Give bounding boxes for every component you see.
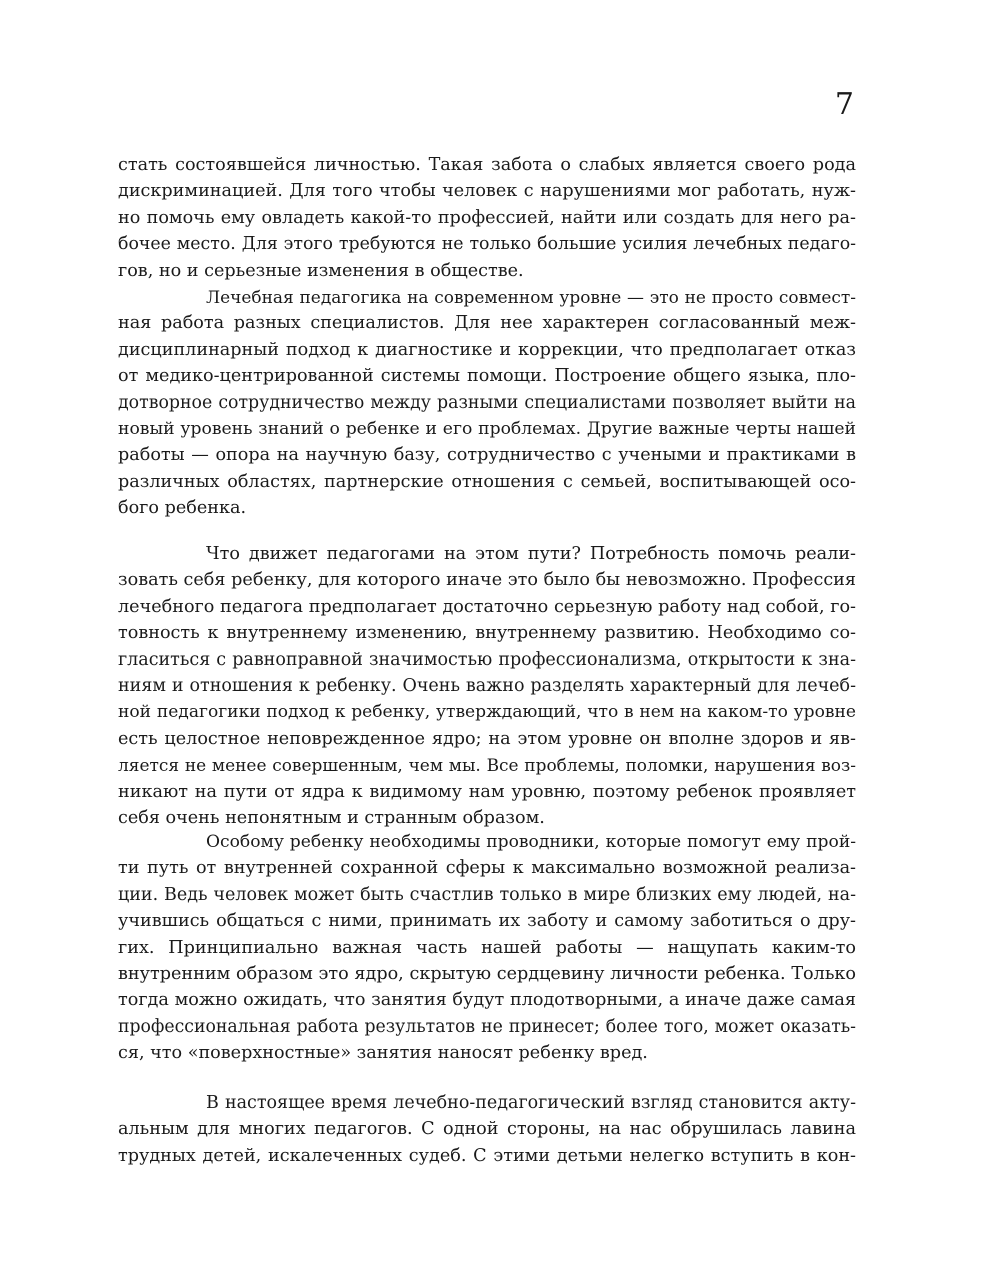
paragraph [118, 284, 856, 522]
text-line: Что движет педагогами на этом пути? Потребность помочь реали- [206, 544, 856, 564]
text-line: профессиональная работа результатов не принесет; более того, может оказать- [118, 1016, 856, 1037]
text-line: различных областях, партнерские отношения с семьей, воспитывающей осо- [118, 471, 856, 492]
text-line: дискриминацией. Для того чтобы человек с нарушениями мог работать, нуж- [118, 181, 856, 202]
paragraph [118, 541, 856, 831]
text-line: себя очень непонятным и странным образом. [118, 807, 545, 828]
text-line: ции. Ведь человек может быть счастлив только в мире близких ему людей, на- [118, 884, 856, 905]
text-line: зовать себя ребенку, для которого иначе это было бы невозможно. Профессия [118, 570, 856, 591]
text-line: бого ребенка. [118, 498, 247, 519]
text-line: гласиться с равноправной значимостью профессионализма, открытости к зна- [118, 649, 856, 670]
text-line: никают на пути от ядра к видимому нам уровню, поэтому ребенок проявляет [118, 781, 856, 802]
text-line: учившись общаться с ними, принимать их заботу и самому заботиться о дру- [118, 911, 856, 932]
text-line: Лечебная педагогика на современном уровне — это не просто совмест- [206, 287, 856, 307]
text-line: от медико-центрированной системы помощи. Построение общего языка, пло- [118, 366, 856, 387]
text-line: Особому ребенку необходимы проводники, которые помогут ему прой- [206, 832, 856, 852]
text-line: ная работа разных специалистов. Для нее характерен согласованный меж- [118, 313, 856, 334]
text-line: стать состоявшейся личностью. Такая забота о слабых является своего рода [118, 155, 856, 175]
text-line: ниям и отношения к ребенку. Очень важно разделять характерный для лечеб- [118, 675, 856, 696]
text-line: тогда можно ожидать, что занятия будут плодотворными, а иначе даже самая [118, 990, 856, 1011]
paragraph-continuation [118, 152, 856, 284]
text-line: есть целостное неповрежденное ядро; на этом уровне он вполне здоров и яв- [118, 728, 856, 749]
text-line: гов, но и серьезные изменения в обществе. [118, 260, 524, 281]
text-line: лечебного педагога предполагает достаточно серьезную работу над собой, го- [118, 596, 856, 617]
text-line: дотворное сотрудничество между разными специалистами позволяет выйти на [118, 392, 856, 413]
text-line: но помочь ему овладеть какой-то профессией, найти или создать для него ра- [118, 207, 856, 228]
paragraph [118, 1090, 856, 1169]
text-line: товность к внутреннему изменению, внутреннему развитию. Необходимо со- [118, 623, 856, 644]
text-line: новый уровень знаний о ребенке и его проблемах. Другие важные черты нашей [118, 418, 856, 439]
page-number: 7 [834, 87, 854, 122]
text-line: ной педагогики подход к ребенку, утверждающий, что в нем на каком-то уровне [118, 702, 856, 723]
text-line: работы — опора на научную базу, сотрудничество с учеными и практиками в [118, 445, 856, 466]
paragraph [118, 829, 856, 1067]
text-line: альным для многих педагогов. С одной стороны, на нас обрушилась лавина [118, 1119, 856, 1140]
text-line: трудных детей, искалеченных судеб. С этими детьми нелегко вступить в кон- [118, 1145, 856, 1166]
text-line: внутренним образом это ядро, скрытую сердцевину личности ребенка. Только [118, 963, 856, 984]
text-line: ся, что «поверхностные» занятия наносят ребенку вред. [118, 1043, 648, 1064]
text-line: ти путь от внутренней сохранной сферы к максимально возможной реализа- [118, 858, 856, 879]
text-line: бочее место. Для этого требуются не только большие усилия лечебных педаго- [118, 234, 856, 255]
text-line: В настоящее время лечебно-педагогический взгляд становится акту- [206, 1093, 856, 1113]
text-line: ляется не менее совершенным, чем мы. Все проблемы, поломки, нарушения воз- [118, 755, 856, 776]
text-line: дисциплинарный подход к диагностике и коррекции, что предполагает отказ [118, 339, 856, 360]
text-line: гих. Принципиально важная часть нашей работы — нащупать каким-то [118, 937, 856, 958]
